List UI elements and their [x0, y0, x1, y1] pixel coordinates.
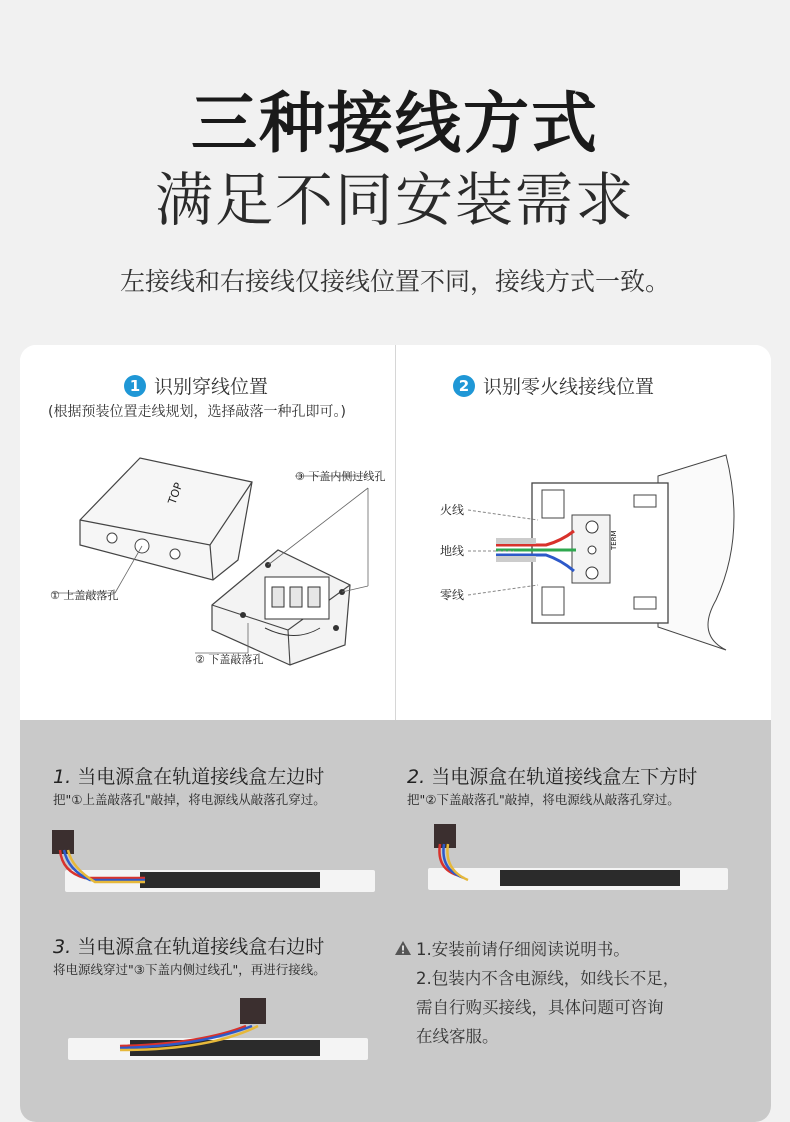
step-two-badge: 2 [453, 375, 475, 397]
scenario-three-illustration [60, 990, 380, 1070]
terminal-wiring-illustration [396, 345, 771, 720]
scenario-three-note: 将电源线穿过"③下盖内侧过线孔"，再进行接线。 [53, 962, 326, 977]
step-two-heading: 识别零火线接线位置 [483, 376, 655, 398]
scenario-one-note: 把"①上盖敲落孔"敲掉，将电源线从敲落孔穿过。 [53, 792, 326, 807]
scenario-three-text: 当电源盒在轨道接线盒右边时 [77, 936, 325, 958]
bottom-base [212, 550, 350, 665]
scenario-three-number: 3. [53, 936, 72, 958]
warning-triangle-icon [394, 940, 412, 956]
scenario-two-text: 当电源盒在轨道接线盒左下方时 [431, 766, 698, 788]
step-one-note: (根据预装位置走线规划，选择敲落一种孔即可。) [48, 404, 346, 420]
scenario-two-title [407, 762, 697, 789]
step-one-heading: 识别穿线位置 [154, 376, 269, 398]
page-subtitle: 满足不同安装需求 [154, 166, 635, 234]
identification-panel [20, 345, 771, 720]
live-wire-label: 火线 [440, 503, 465, 517]
scenario-one-number: 1. [53, 766, 72, 788]
warning-notes [416, 935, 679, 1051]
scenario-one-text: 当电源盒在轨道接线盒左边时 [77, 766, 325, 788]
step-one-badge: 1 [124, 375, 146, 397]
warning-line-3: 需自行购买接线，具体问题可咨询 [416, 998, 664, 1017]
scenario-two-note: 把"②下盖敲落孔"敲掉，将电源线从敲落孔穿过。 [407, 792, 680, 807]
ground-wire-label: 地线 [440, 544, 465, 558]
bottom-knockout-label: ② 下盖敲落孔 [195, 653, 264, 666]
scenario-one-title [53, 762, 324, 789]
page-title: 三种接线方式 [191, 85, 599, 162]
scenario-panel [20, 720, 771, 1122]
warning-line-4: 在线客服。 [416, 1027, 499, 1046]
scenario-two-illustration [420, 820, 740, 900]
warning-line-2: 2.包装内不含电源线，如线长不足， [416, 969, 680, 988]
warning-line-1: 1.安装前请仔细阅读说明书。 [416, 940, 630, 959]
junction-box-illustration [20, 345, 395, 720]
wiring-card [20, 345, 771, 1122]
neutral-wire-label: 零线 [440, 588, 465, 602]
top-lid [80, 458, 252, 580]
page-description: 左接线和右接线仅接线位置不同，接线方式一致。 [119, 267, 670, 296]
scenario-three-title [53, 932, 324, 959]
scenario-one-illustration [50, 820, 380, 900]
svg-text:TERM: TERM [610, 530, 618, 550]
top-knockout-label: ① 上盖敲落孔 [50, 589, 119, 602]
svg-text:TOP: TOP [165, 480, 186, 507]
inner-side-hole-label: ③ 下盖内侧过线孔 [295, 470, 386, 483]
scenario-two-number: 2. [407, 766, 426, 788]
